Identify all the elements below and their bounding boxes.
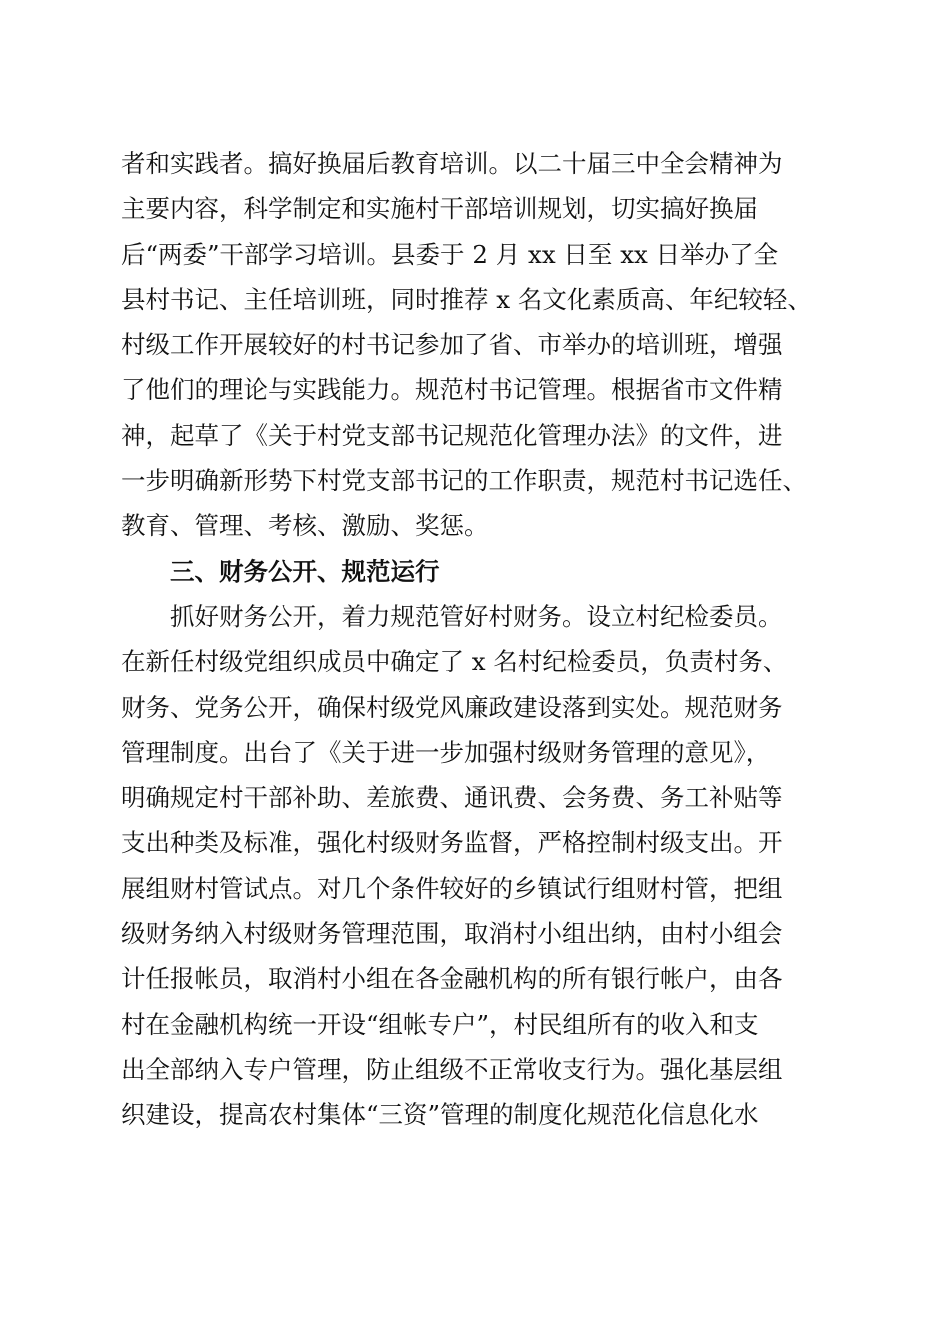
paragraph-line: 县村书记、主任培训班，同时推荐 x 名文化素质高、年纪较轻、 [121,284,812,314]
document-body [121,141,841,1138]
paragraph-line: 计任报帐员，取消村小组在各金融机构的所有银行帐户，由各 [121,964,783,994]
paragraph-line: 主要内容，科学制定和实施村干部培训规划，切实搞好换届 [121,194,758,224]
paragraph-line: 出全部纳入专户管理，防止组级不正常收支行为。强化基层组 [121,1054,783,1084]
paragraph-line: 者和实践者。搞好换届后教育培训。以二十届三中全会精神为 [121,149,783,178]
paragraph-line: 教育、管理、考核、激励、奖惩。 [121,511,489,541]
paragraph-line: 后“两委”干部学习培训。县委于 2 月 xx 日至 xx 日举办了全 [121,239,779,269]
paragraph-line: 支出种类及标准，强化村级财务监督，严格控制村级支出。开 [121,828,783,858]
paragraph-line: 神，起草了《关于村党支部书记规范化管理办法》的文件，进 [121,420,783,450]
paragraph-line: 织建设，提高农村集体“三资”管理的制度化规范化信息化水 [121,1100,759,1130]
paragraph-line: 在新任村级党组织成员中确定了 x 名村纪检委员，负责村务、 [121,647,788,677]
paragraph-line: 一步明确新形势下村党支部书记的工作职责，规范村书记选任、 [121,466,807,496]
paragraph-line: 抓好财务公开，着力规范管好村财务。设立村纪检委员。 [170,601,783,631]
paragraph-line: 明确规定村干部补助、差旅费、通讯费、会务费、务工补贴等 [121,783,783,813]
paragraph-line: 村在金融机构统一开设“组帐专户”，村民组所有的收入和支 [121,1009,759,1039]
paragraph-line: 级财务纳入村级财务管理范围，取消村小组出纳，由村小组会 [121,919,783,949]
paragraph-line: 管理制度。出台了《关于进一步加强村级财务管理的意见》， [121,737,771,767]
paragraph-line: 村级工作开展较好的村书记参加了省、市举办的培训班，增强 [121,330,783,360]
paragraph-line: 财务、党务公开，确保村级党风廉政建设落到实处。规范财务 [121,692,783,722]
paragraph-line: 展组财村管试点。对几个条件较好的乡镇试行组财村管，把组 [121,873,783,903]
paragraph-line: 了他们的理论与实践能力。规范村书记管理。根据省市文件精 [121,375,783,405]
section-heading: 三、财务公开、规范运行 [170,556,440,586]
